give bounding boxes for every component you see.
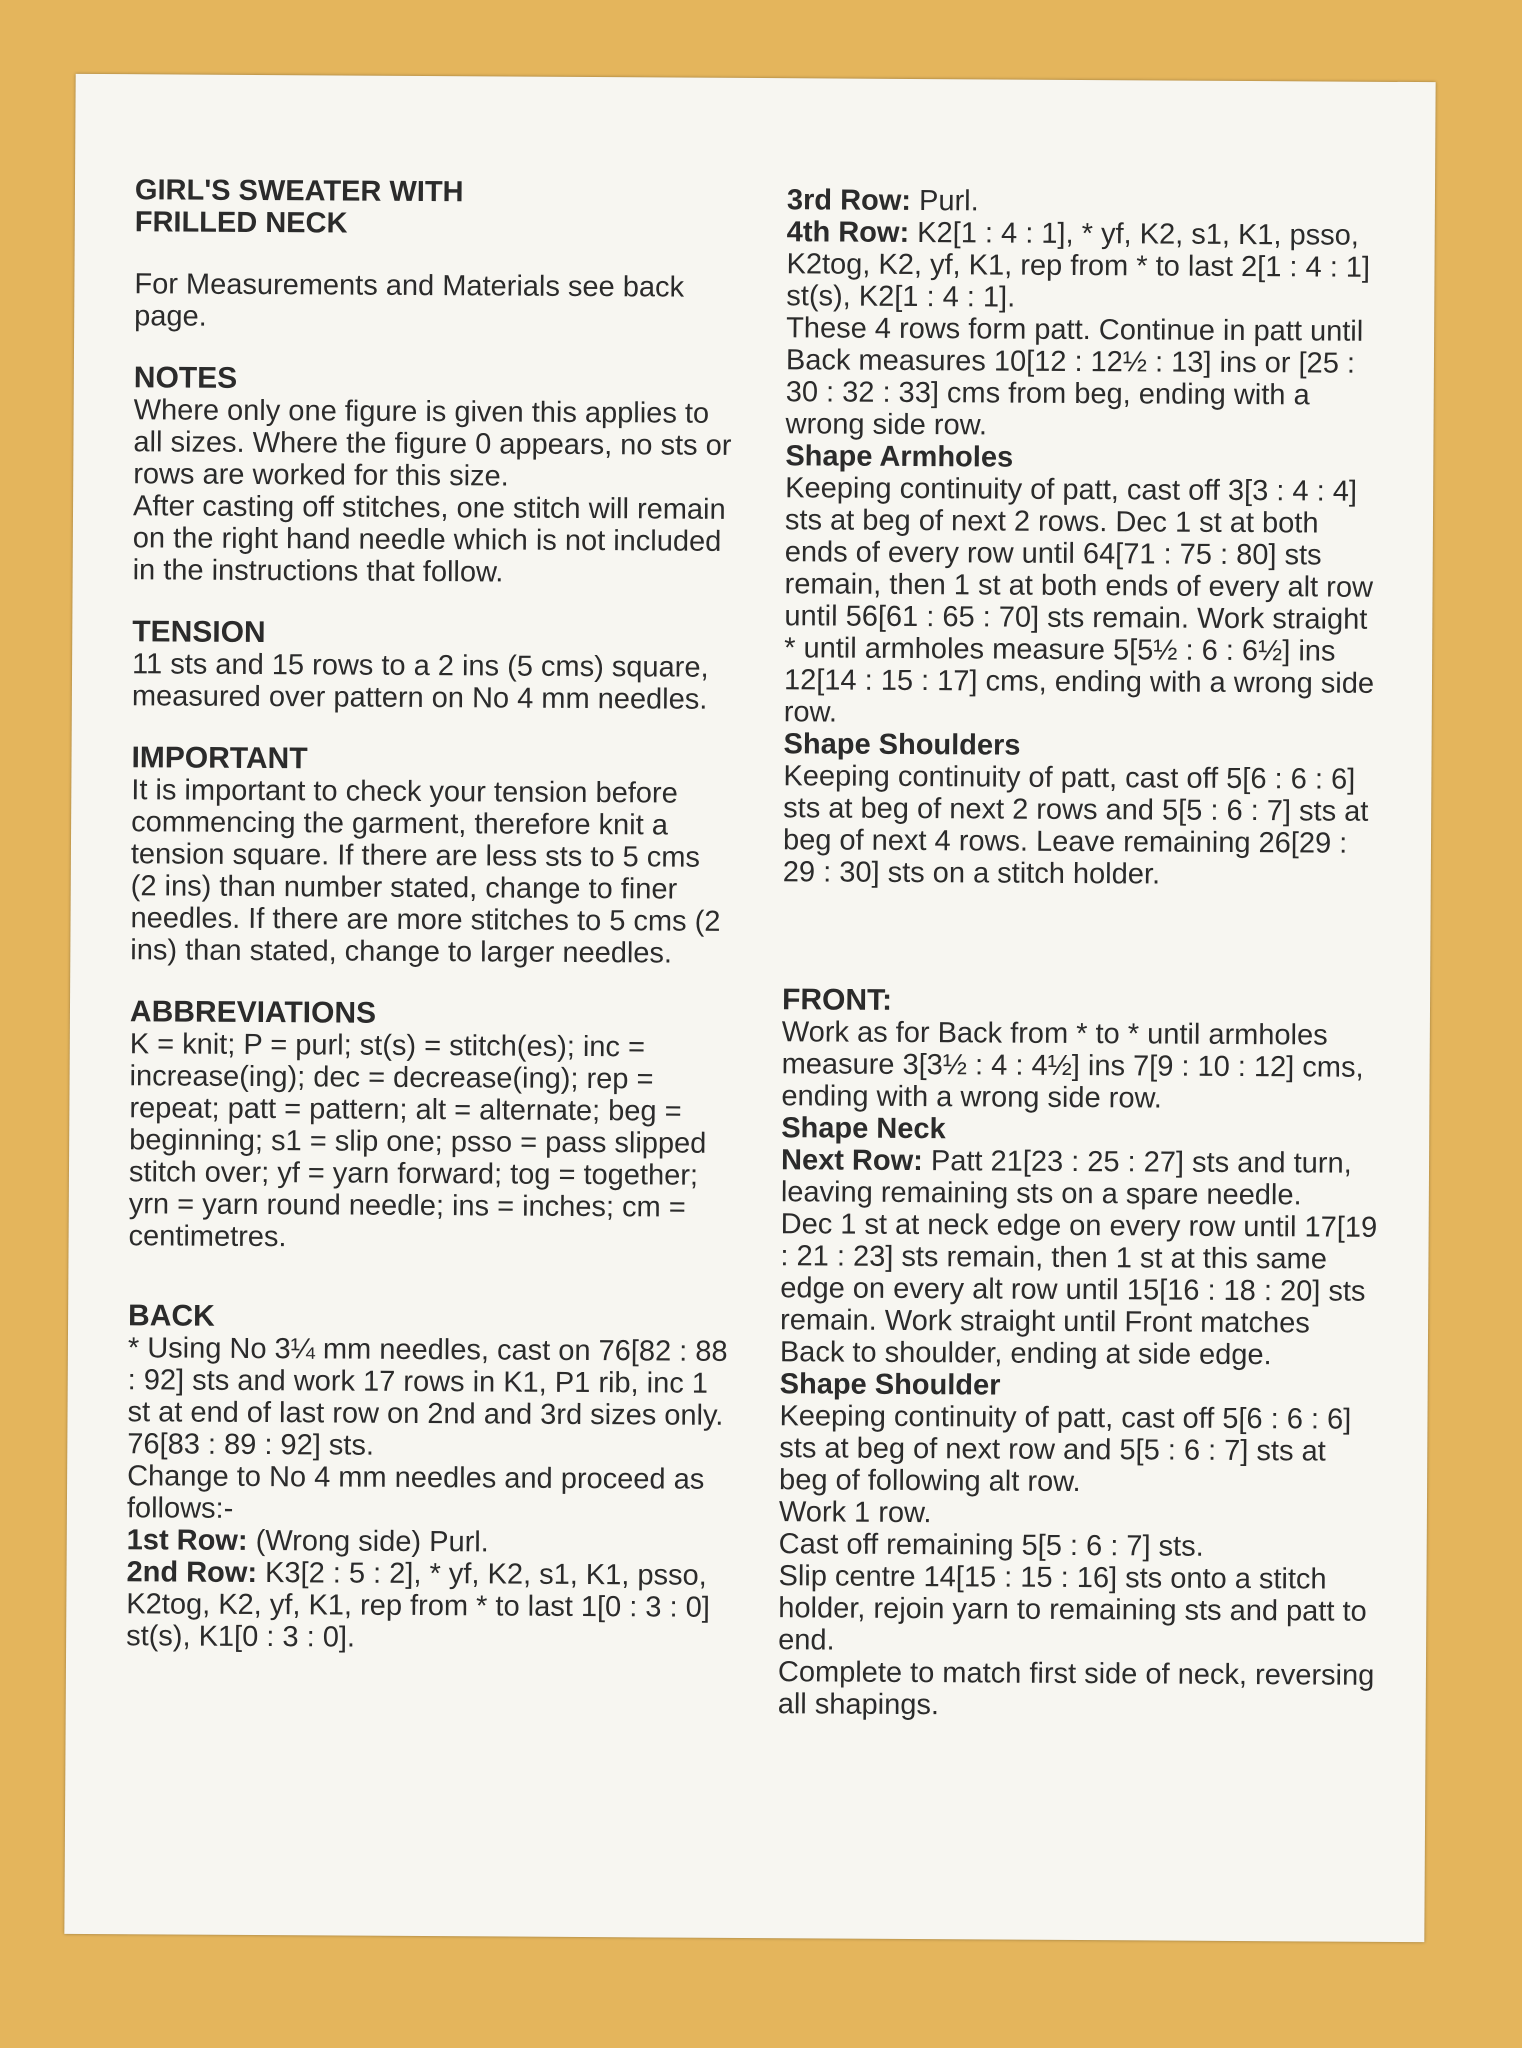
pattern-page (64, 74, 1435, 1942)
shape-shoulders-text: Keeping continuity of patt, cast off 5[6 : 6 : 6] sts at beg of next 2 rows and 5[5 : 6 : 7] sts at beg of next 4 rows. Leave remaining 26[29 : 29 : 30] sts on a stitch holder. (782, 760, 1369, 891)
notes-heading: NOTES (133, 361, 238, 395)
row-4-text: K2[1 : 4 : 1], * yf, K2, s1, K1, psso, K2tog, K2, yf, K1, rep from * to last 2[1 : 4 : 1] st(s), K2[1 : 4 : 1]. (786, 216, 1371, 314)
important-section (130, 742, 731, 970)
notes-paragraph-2: After casting off stitches, one stitch will remain on the right hand needle which is not included in the instructions that follow. (132, 490, 726, 589)
row-3-label: 3rd Row: (786, 184, 912, 217)
shape-shoulder-paragraph-1: Keeping continuity of patt, cast off 5[6 : 6 : 6] sts at beg of next row and 5[5 : 6 : 7] sts at beg of following alt row. (779, 1400, 1352, 1499)
notes-paragraph-1: Where only one figure is given this applies to all sizes. Where the figure 0 appears, no sts or rows are worked for this size. (133, 394, 732, 493)
back-section (126, 1300, 728, 1656)
shape-armholes-heading: Shape Armholes (785, 440, 1014, 474)
back-paragraph-2: Change to No 4 mm needles and proceed as follows:- (126, 1460, 705, 1525)
row-2-text: K3[2 : 5 : 2], * yf, K2, s1, K1, psso, K2tog, K2, yf, K1, rep from * to last 1[0 : 3 : 0] st(s), K1[0 : 3 : 0]. (126, 1556, 710, 1654)
shape-armholes-text: Keeping continuity of patt, cast off 3[3 : 4 : 4] sts at beg of next 2 rows. Dec 1 st at both ends of every row until 64[71 : 75 : 80] sts remain, then 1 st at both ends of every alt row until 56[61 : 65 : 70] sts remain. Work straight * until armholes measure 5[5½ : 6 : 6½] ins 12[14 : 15 : 17] cms, ending with a wrong side row. (783, 472, 1375, 729)
tension-heading: TENSION (132, 615, 266, 650)
intro-text: For Measurements and Materials see back page. (134, 268, 685, 333)
intro-section (134, 268, 734, 336)
front-section (778, 984, 1382, 1724)
row-2-label: 2nd Row: (126, 1556, 258, 1589)
important-text: It is important to check your tension before commencing the garment, therefore knit a tension square. If there are less sts to 5 cms (2 ins) than number stated, change to finer needles. If there are more stitches to 5 cms (2 ins) than stated, change to larger needles. (130, 774, 721, 970)
shape-shoulder-heading: Shape Shoulder (779, 1368, 1001, 1402)
abbreviations-heading: ABBREVIATIONS (129, 995, 377, 1030)
right-column (778, 184, 1387, 1724)
row-1-label: 1st Row: (126, 1524, 248, 1557)
shape-shoulder-paragraph-2: Work 1 row. (778, 1496, 932, 1530)
shape-shoulders-heading: Shape Shoulders (783, 728, 1021, 762)
important-heading: IMPORTANT (131, 741, 308, 776)
pattern-title: GIRL'S SWEATER WITH FRILLED NECK (134, 174, 464, 240)
next-row-text: Patt 21[23 : 25 : 27] sts and turn, leaving remaining sts on a spare needle. (780, 1145, 1352, 1212)
next-row (781, 1144, 1381, 1212)
front-text: Work as for Back from * to * until armholes measure 3[3½ : 4 : 4½] ins 7[9 : 10 : 12] cms, ending with a wrong side row. (781, 1016, 1364, 1115)
back-paragraph-1: * Using No 3¼ mm needles, cast on 76[82 : 88 : 92] sts and work 17 rows in K1, P1 rib, inc 1 st at end of last row on 2nd and 3rd sizes only. 76[83 : 89 : 92] sts. (127, 1332, 728, 1462)
front-heading: FRONT: (781, 983, 893, 1017)
abbreviations-text: K = knit; P = purl; st(s) = stitch(es); inc = increase(ing); dec = decrease(ing); rep = repeat; patt = pattern; alt = alternate; beg = beginning; s1 = slip one; psso = pass slipped stitch over; yf = yarn forward; tog = together; yrn = yarn round needle; ins = inches; cm = centimetres. (128, 1028, 707, 1254)
shape-neck-heading: Shape Neck (781, 1112, 946, 1146)
notes-section (133, 362, 734, 590)
shape-shoulder-paragraph-4: Slip centre 14[15 : 15 : 16] sts onto a stitch holder, rejoin yarn to remaining sts and patt to end. (778, 1560, 1367, 1657)
tension-text: 11 sts and 15 rows to a 2 ins (5 cms) square, measured over pattern on No 4 mm needles. (131, 648, 709, 716)
tension-section (132, 616, 733, 716)
back-heading: BACK (128, 1299, 215, 1333)
pattern-continue-text: These 4 rows form patt. Continue in patt until Back measures 10[12 : 12½ : 13] ins or [25 : 30 : 32 : 33] cms from beg, ending with a wrong side row. (785, 312, 1364, 442)
shape-neck-text: Dec 1 st at neck edge on every row until 17[19 : 21 : 23] sts remain, then 1 st at this same edge on every alt row until 15[16 : 18 : 20] sts remain. Work straight until Front matches Back to shoulder, ending at side edge. (779, 1208, 1378, 1372)
shape-shoulder-paragraph-5: Complete to match first side of neck, reversing all shapings. (777, 1656, 1375, 1722)
row-1-text: (Wrong side) Purl. (247, 1524, 489, 1559)
row-3-text: Purl. (910, 184, 979, 218)
next-row-label: Next Row: (780, 1144, 923, 1178)
abbreviations-section (128, 996, 730, 1256)
back-row-3 (787, 184, 1387, 220)
back-row-2 (126, 1556, 727, 1656)
back-row-4 (786, 216, 1387, 316)
left-column (126, 174, 735, 1656)
back-row-1 (127, 1524, 727, 1560)
row-4-label: 4th Row: (786, 216, 910, 249)
shape-shoulder-paragraph-3: Cast off remaining 5[5 : 6 : 7] sts. (778, 1528, 1204, 1563)
